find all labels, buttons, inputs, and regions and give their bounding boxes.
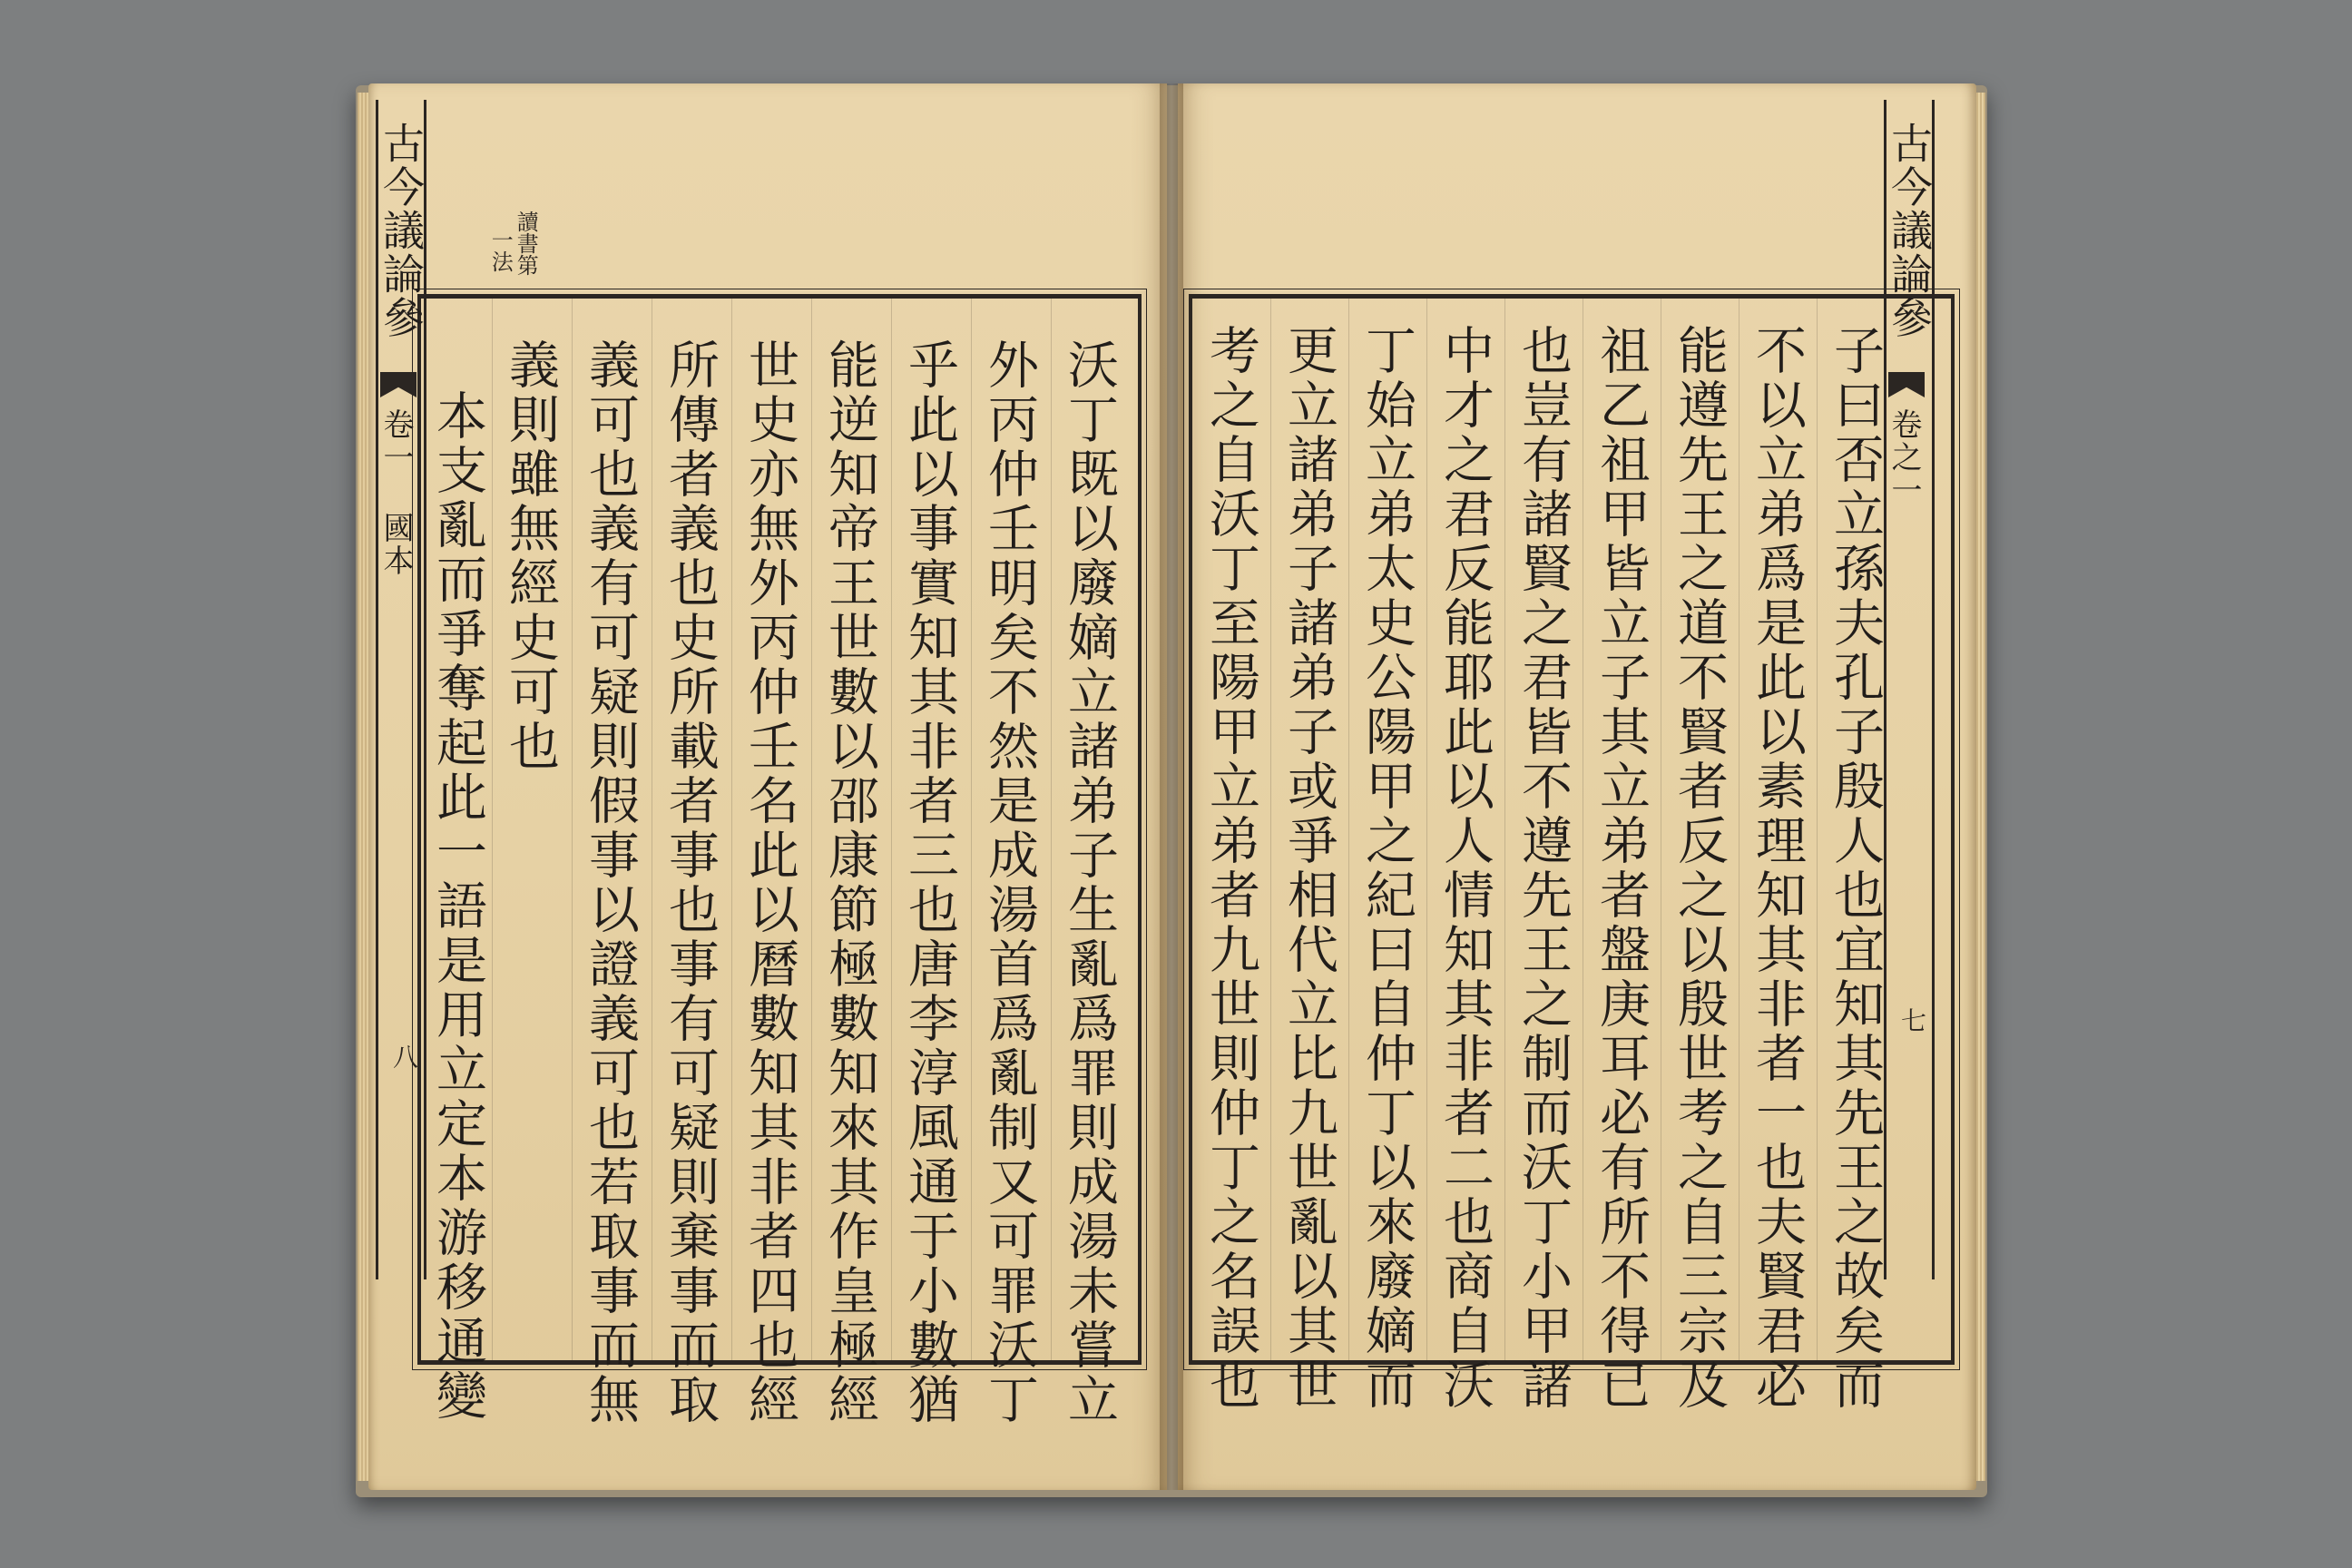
right-folio: 七 [1897,1007,1927,1033]
text-column-8: 更立諸弟子諸弟子或爭相代立比九世亂以其世 [1279,324,1338,1413]
text-column-8: 義則雖無經史可也 [501,338,560,774]
left-page [368,83,1167,1490]
text-column-3: 乎此以事實知其非者三也唐李淳風通于小數猶 [900,338,959,1427]
text-frame-left [417,294,1142,1427]
text-column-2: 外丙仲壬明矣不然是成湯首爲亂制又可罪沃丁 [980,338,1039,1427]
text-column-5: 世史亦無外丙仲壬名此以曆數知其非者四也經 [740,338,799,1427]
book-gutter [1160,83,1183,1490]
text-column-4: 祖乙祖甲皆立子其立弟者盤庚耳必有所不得已 [1592,324,1651,1413]
text-column-4: 能逆知帝王世數以邵康節極數知來其作皇極經 [820,338,879,1427]
margin-note-b: 一法 [487,229,514,272]
left-banner-sub: 卷一 國本 [377,408,414,577]
left-banner [376,100,426,1279]
fish-tail-mark [1888,372,1925,397]
open-book [356,78,1987,1501]
left-folio: 八 [389,1044,419,1069]
right-page [1178,83,1976,1490]
text-column-5: 也豈有諸賢之君皆不遵先王之制而沃丁小甲諸 [1514,324,1573,1413]
text-column-1: 子曰否立孫夫孔子殷人也宜知其先王之故矣而 [1826,324,1885,1413]
left-banner-title: 古今議論參 [377,122,426,339]
text-column-7: 丁始立弟太史公陽甲之紀曰自仲丁以來廢嫡而 [1357,324,1416,1413]
right-banner-title: 古今議論參 [1885,122,1934,339]
text-column-6: 中才之君反能耶此以人情知其非者二也商自沃 [1436,324,1494,1413]
text-column-2: 不以立弟爲是此以素理知其非者一也夫賢君必 [1748,324,1807,1413]
text-column-1: 沃丁既以廢嫡立諸弟子生亂爲罪則成湯未嘗立 [1060,338,1119,1427]
right-banner [1884,100,1935,1279]
text-column-3: 能遵先王之道不賢者反之以殷世考之自三宗及 [1670,324,1729,1413]
text-column-7: 義可也義有可疑則假事以證義可也若取事而無 [581,338,640,1427]
right-banner-sub: 卷之一 [1886,408,1922,506]
margin-note-a: 讀書第 [513,211,539,276]
text-frame-right [1189,294,1955,1413]
text-column-6: 所傳者義也史所載者事也事有可疑則棄事而取 [661,338,720,1427]
text-column-9: 考之自沃丁至陽甲立弟者九世則仲丁之名誤也 [1201,324,1260,1413]
commentary-column: 本支亂而爭奪起此一語是用立定本游移通變 [428,389,487,1424]
fish-tail-mark [380,372,416,397]
